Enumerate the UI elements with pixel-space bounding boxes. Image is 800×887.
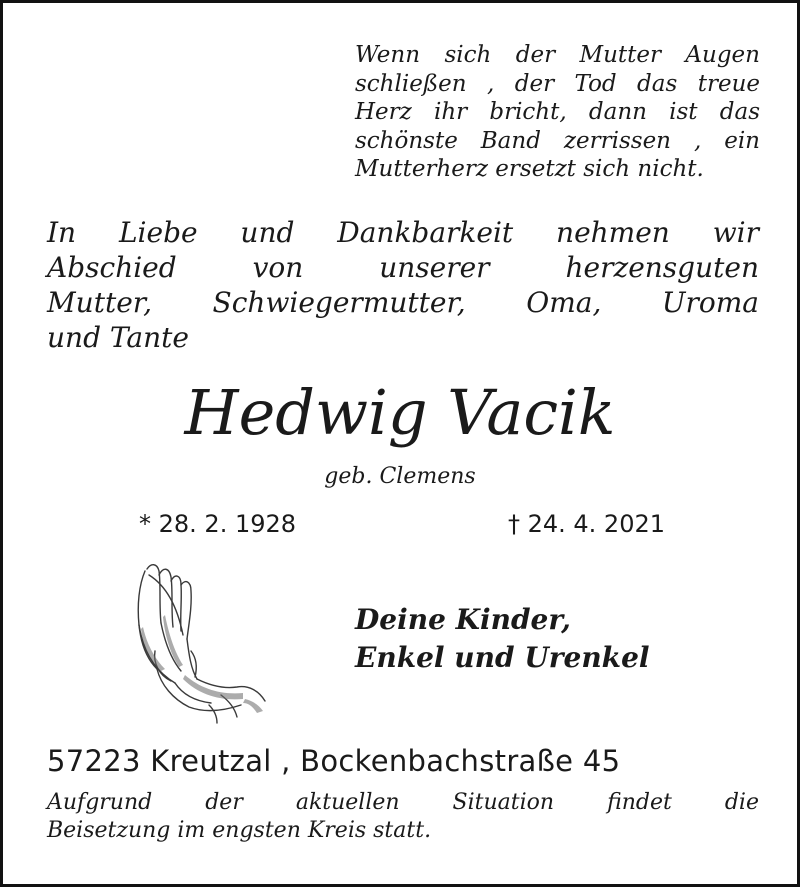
note-line: Aufgrund der aktuellen Situation findet die [47, 790, 759, 815]
poem-line: Herz ihr bricht, dann ist das [355, 99, 760, 125]
family-signature [355, 601, 650, 677]
intro-line: Abschied von unserer herzensguten [47, 251, 759, 284]
death-date: † 24. 4. 2021 [507, 510, 665, 538]
birth-date: * 28. 2. 1928 [139, 510, 297, 538]
note-line: Beisetzung im engsten Kreis statt. [47, 818, 432, 843]
poem-line: schließen , der Tod das treue [355, 70, 760, 97]
family-line: Enkel und Urenkel [355, 641, 650, 674]
poem-line: schönste Band zerrissen , ein [355, 127, 760, 154]
praying-hands-icon [125, 555, 275, 725]
deceased-name: Hedwig Vacik [184, 376, 616, 449]
family-line: Deine Kinder, [355, 603, 571, 636]
funeral-note [47, 789, 759, 845]
memorial-poem [355, 41, 760, 184]
intro-line: Mutter, Schwiegermutter, Oma, Uroma [47, 286, 759, 319]
poem-line: Mutterherz ersetzt sich nicht. [355, 156, 704, 182]
mourning-address: 57223 Kreutzal , Bockenbachstraße 45 [47, 744, 621, 778]
poem-line: Wenn sich der Mutter Augen [355, 42, 760, 68]
birth-name: geb. Clemens [324, 464, 476, 489]
intro-line: und Tante [47, 321, 189, 354]
intro-text [47, 215, 759, 355]
intro-line: In Liebe und Dankbarkeit nehmen wir [47, 216, 759, 249]
